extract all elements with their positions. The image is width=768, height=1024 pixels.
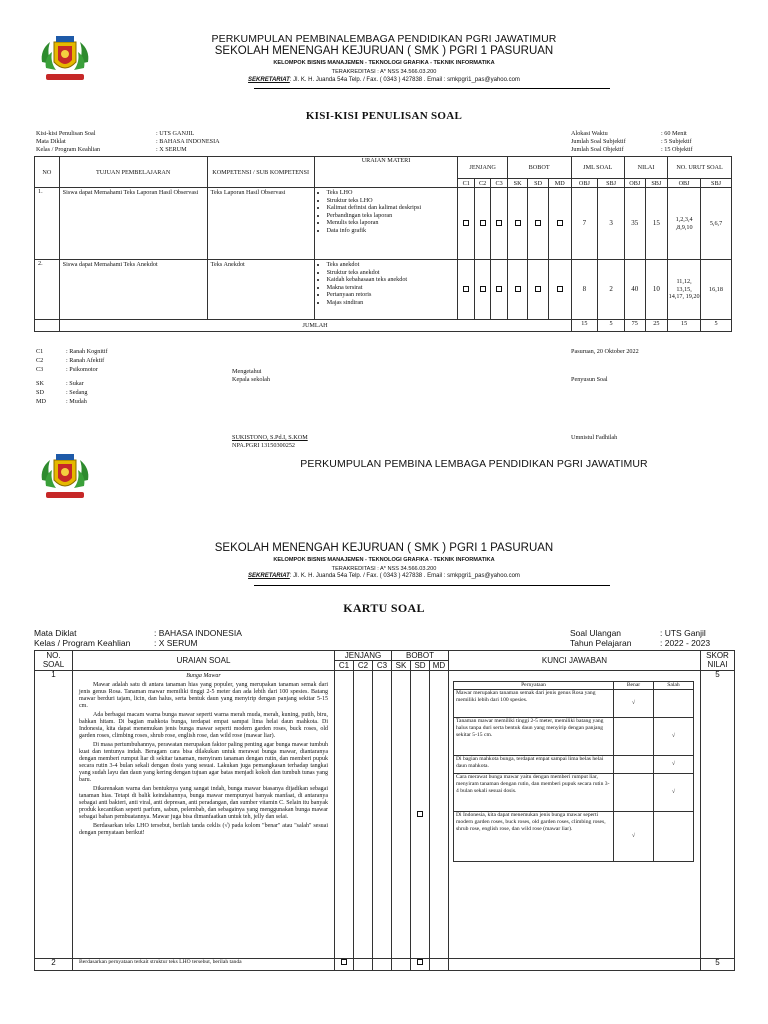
school-name: SEKOLAH MENENGAH KEJURUAN ( SMK ) PGRI 1 PASURUAN — [214, 45, 554, 57]
school-name-2: SEKOLAH MENENGAH KEJURUAN ( SMK ) PGRI 1 PASURUAN — [214, 542, 554, 554]
table-row: 2. Siswa dapat Memahami Teks Anekdot Teks Anekdot • Teks anekdot • Struktur teks anekdot • Kaidah kebahasaan teks anekdot • Makna tersirat • Pertanyaan retoris • Majas sindiran 8 2 40 10 11,12, 13,15, 14,17, 19,20 16,18 — [35, 260, 732, 320]
col-jenjang: JENJANG — [458, 157, 507, 179]
col-jml: JML SOAL — [571, 157, 624, 179]
table-row: 1. Siswa dapat Memahami Teks Laporan Hasil Observasi Teks Laporan Hasil Observasi • Teks LHO • Struktur teks LHO • Kalimat definisi dan kalimat deskripsi • Perbandingan teks laporan • Menulis teks laporan • Data info grafik 7 3 35 15 1,2,3,4 ,8,9,10 5,6,7 — [35, 188, 732, 260]
checkbox[interactable] — [463, 286, 469, 292]
checkbox[interactable] — [480, 220, 486, 226]
penyusun-name: Umnistul Fadhilah — [571, 434, 618, 441]
accreditation: TERAKREDITASI : A* NSS 34.566.03.200 — [331, 69, 437, 75]
header-divider-2 — [254, 585, 610, 586]
checkbox[interactable] — [480, 286, 486, 292]
kepala-sekolah: Kepala sekolah — [232, 376, 270, 383]
kunci-row: Tanaman mawar memiliki tinggi 2-5 meter, memiliki batang yang halus tanpa duri serta bentuk daun yang menyirip dengan panjang sekitar 5-15 cm. √ — [454, 718, 694, 756]
kartu-table: NO. SOAL URAIAN SOAL JENJANG BOBOT KUNCI JAWABAN SKOR NILAI C1 C2 C3 SK SD MD 1 Bunga Mawar Mawar adalah satu di antara tanaman hias yang populer, yang merupakan tanaman semak dari jenis genus Rosa. Tanaman mawar memiliki tinggi 2-5 meter dan ada lebih dari 100 spesies. Batang mawar berduri tajam, licin, dan halus, serta bentuk daun yang menyirip dengan panjang sekitar 5-15 cm. Ada berbagai macam warna bunga mawar seperti warna merah muda, merah, kuning, putih, biru, bahkan hitam. Di bagian mahkota bunga, terdapat empat sampai lima helai daun mahkota. Di Indonesia, kita dapat menemukan jenis bunga mawar seperti modern garden roses, buck roses, old garden roses, climbing roses, shrub rose, english rose, dan wild rose (mawar liar). Di masa pertumbuhannya, perawatan merupakan faktor paling penting agar bunga mawar tumbuh kuat dan tentunya indah. Beragam cara bisa dilakukan untuk merawat bunga mawar, diantaranya dengan memberi rumput liar di sekitar tanaman, menyiram tanaman dengan rutin, dan memberi pupuk secara rutin 3-4 bulan sekali dengan dosis yang sesuai. Lakukan juga pemangkasan terhadap tangkai yang sudah layu dan daun yang kering dengan tujuan agar batas menjadi kokoh dan tumbuh tunas yang baru. Dikarenakan warna dan bentuknya yang sangat indah, bunga mawar biasanya dijadikan sebagai tanaman hias. Tetapi di balik keindahannya, bunga mawar mempunyai banyak manfaat, di antaranya sebagai anti bakteri, anti viral, anti depresan, anti peradangan, dan sumber vitamin C. Selain itu banyak produk kecantikan seperti parfum, sabun, pelembab, dan sebagainya yang menggunakan bunga mawar sebagai bahan pembuatannya. Mawar juga bisa dimanfaatkan untuk teh, jelly dan selai. Berdasarkan teks LHO tersebut, berilah tanda ceklis (√) pada kolom "benar" atau "salah" sesuai dengan pernyataan berikut! Pernyataan Benar Salah Mawar merupakan tanaman semak dari jenis genus Rosa yang memiliki lebih dari 100 spesies. √ Tanaman mawar memiliki tinggi 2-5 meter, memiliki batang yang halus tanpa duri serta bentuk daun yang menyirip dengan panjang sekitar 5-15 cm. √ Di bagian mahkota bunga, terdapat empat sampai lima belas helai daun mahkota. √ Cara merawat bunga mawar yaitu dengan memberi rumput liar, menyiram tanaman dengan rutin, dan memberi pupuk secara rutin 3-4 bulan sekali sesuai dosis. √ Di Indonesia, kita dapat menemukan jenis bunga mawar seperti modern garden roses, buck roses, old garden roses, climbing roses, shrub rose, english rose, dan wild rose (mawar liar). √ 5 2 Berdasarkan pernyataan terkait struktur teks LHO tersebut, berilah tanda 5 — [34, 650, 735, 971]
secretariat-2: SEKRETARIAT: Jl. K. H. Juanda 54a Telp. / Fax. ( 0343 ) 427838 . Email : smkpgri1_pas@yahoo.com — [248, 573, 520, 579]
checkbox[interactable] — [557, 286, 563, 292]
school-group: KELOMPOK BISNIS MANAJEMEN - TEKNOLOGI GRAFIKA - TEKNIK INFORMATIKA — [273, 60, 495, 66]
kisi-title: KISI-KISI PENULISAN SOAL — [305, 110, 463, 122]
checkbox[interactable] — [341, 959, 347, 965]
school-group-2: KELOMPOK BISNIS MANAJEMEN - TEKNOLOGI GRAFIKA - TEKNIK INFORMATIKA — [273, 557, 495, 563]
col-urut: NO. URUT SOAL — [668, 157, 732, 179]
col-kunci: KUNCI JAWABAN — [449, 651, 701, 671]
header-divider — [254, 88, 610, 89]
col-no: NO — [35, 157, 60, 188]
kunci-cell — [449, 671, 701, 959]
checkbox[interactable] — [515, 286, 521, 292]
checkbox[interactable] — [496, 220, 502, 226]
story-text: Bunga Mawar Mawar adalah satu di antara tanaman hias yang populer, yang merupakan tanaman semak dari jenis genus Rosa. Tanaman mawar memiliki tinggi 2-5 meter dan ada lebih dari 100 spesies. Batang mawar berduri tajam, licin, dan halus, serta bentuk daun yang menyirip dengan panjang sekitar 5-15 cm. Ada berbagai macam warna bunga mawar seperti warna merah muda, merah, kuning, putih, biru, bahkan hitam. Di bagian mahkota bunga, terdapat empat sampai lima helai daun mahkota. Di Indonesia, kita dapat menemukan jenis bunga mawar seperti modern garden roses, buck roses, old garden roses, climbing roses, shrub rose, english rose, dan wild rose (mawar liar). Di masa pertumbuhannya, perawatan merupakan faktor paling penting agar bunga mawar tumbuh kuat dan tentunya indah. Beragam cara bisa dilakukan untuk merawat bunga mawar, diantaranya dengan memberi rumput liar di sekitar tanaman, menyiram tanaman dengan rutin, dan memberi pupuk secara rutin 3-4 bulan sekali dengan dosis yang sesuai. Lakukan juga pemangkasan terhadap tangkai yang sudah layu dan daun yang kering dengan tujuan agar batas menjadi kokoh dan tumbuh tunas yang baru. Dikarenakan warna dan bentuknya yang sangat indah, bunga mawar biasanya dijadikan sebagai tanaman hias. Tetapi di balik keindahannya, bunga mawar mempunyai banyak manfaat, di antaranya sebagai anti bakteri, anti viral, anti depresan, anti peradangan, dan sumber vitamin C. Selain itu banyak produk kecantikan seperti parfum, sabun, pelembab, dan sebagainya yang menggunakan bunga mawar sebagai bahan pembuatannya. Mawar juga bisa dimanfaatkan untuk teh, jelly dan selai. Berdasarkan teks LHO tersebut, berilah tanda ceklis (√) pada kolom "benar" atau "salah" sesuai dengan pernyataan berikut! — [73, 671, 335, 959]
kartu-title: KARTU SOAL — [343, 601, 425, 615]
accreditation-2: TERAKREDITASI : A* NSS 34.566.03.200 — [331, 566, 437, 572]
kunci-row: Di bagian mahkota bunga, terdapat empat sampai lima belas helai daun mahkota. √ — [454, 756, 694, 774]
col-jml-sbj: SBJ — [598, 179, 625, 188]
col-tujuan: TUJUAN PEMBELAJARAN — [59, 157, 207, 188]
col-urut-obj: OBJ — [668, 179, 701, 188]
col-no-soal: NO. SOAL — [35, 651, 73, 671]
col-nilai-obj: OBJ — [624, 179, 645, 188]
mengetahui: Mengetahui — [232, 368, 262, 375]
checkbox[interactable] — [496, 286, 502, 292]
col-jenjang: JENJANG — [335, 651, 392, 661]
kunci-row: Cara merawat bunga mawar yaitu dengan memberi rumput liar, menyiram tanaman dengan rutin, dan memberi pupuk secara rutin 3-4 bulan sekali sesuai dosis. √ — [454, 774, 694, 812]
kunci-row: Mawar merupakan tanaman semak dari jenis genus Rosa yang memiliki lebih dari 100 spesies. √ — [454, 690, 694, 718]
col-jml-obj: OBJ — [571, 179, 598, 188]
col-c1: C1 — [458, 179, 474, 188]
col-md: MD — [548, 179, 571, 188]
kepala-npa: NPA.PGRI 13150300252 — [232, 442, 296, 449]
col-uraian-soal: URAIAN SOAL — [73, 651, 335, 671]
kartu-meta-left: Mata Diklat : BAHASA INDONESIA Kelas / Program Keahlian : X SERUM — [34, 628, 242, 648]
org-name-2: PERKUMPULAN PEMBINA LEMBAGA PENDIDIKAN PGRI JAWATIMUR — [300, 458, 648, 470]
checkbox[interactable] — [535, 220, 541, 226]
school-logo — [36, 450, 94, 504]
jumlah-row: JUMLAH 15 5 75 25 15 5 — [35, 320, 732, 332]
kepala-name: SUKISTONO, S.Pd.I, S.KOM — [232, 434, 308, 441]
kisi-meta-left: Kisi-kisi Penulisan Soal : UTS GANJIL Mata Diklat : BAHASA INDONESIA Kelas / Program Keahlian : X SERUM — [36, 130, 220, 153]
legend: C1 : Ranah Kognitif C2 : Ranah Afektif C3 : Psikomotor SK : Sukar SD : Sedang MD : Mudah — [36, 348, 108, 405]
checkbox[interactable] — [417, 811, 423, 817]
checkbox[interactable] — [515, 220, 521, 226]
place-date: Pasuruan, 20 Oktober 2022 — [571, 348, 639, 355]
org-name: PERKUMPULAN PEMBINALEMBAGA PENDIDIKAN PGRI JAWATIMUR — [211, 33, 557, 45]
col-urut-sbj: SBJ — [701, 179, 732, 188]
penyusun: Penyusun Soal — [571, 376, 608, 383]
col-nilai-sbj: SBJ — [645, 179, 668, 188]
kisi-table — [34, 156, 732, 332]
col-skor: SKOR NILAI — [701, 651, 735, 671]
checkbox[interactable] — [417, 959, 423, 965]
col-c2: C2 — [474, 179, 490, 188]
kunci-row: Di Indonesia, kita dapat menemukan jenis bunga mawar seperti modern garden roses, buck roses, old garden roses, climbing roses, shrub rose, english rose, dan wild rose (mawar liar). √ — [454, 812, 694, 862]
col-sd: SD — [528, 179, 549, 188]
materi-list: • Teks LHO • Struktur teks LHO • Kalimat definisi dan kalimat deskripsi • Perbandingan teks laporan • Menulis teks laporan • Data info grafik — [314, 188, 458, 260]
checkbox[interactable] — [535, 286, 541, 292]
checkbox[interactable] — [463, 220, 469, 226]
col-uraian: URAIAN MATERI — [314, 157, 458, 188]
table-row: 2 Berdasarkan pernyataan terkait struktur teks LHO tersebut, berilah tanda 5 — [35, 959, 735, 971]
secretariat: SEKRETARIAT: Jl. K. H. Juanda 54a Telp. / Fax. ( 0343 ) 427838 . Email : smkpgri1_pas@yahoo.com — [248, 77, 520, 83]
col-kompetensi: KOMPETENSI / SUB KOMPETENSI — [207, 157, 314, 188]
col-bobot: BOBOT — [507, 157, 571, 179]
table-row: 1 Bunga Mawar Mawar adalah satu di antara tanaman hias yang populer, yang merupakan tanaman semak dari jenis genus Rosa. Tanaman mawar memiliki tinggi 2-5 meter dan ada lebih dari 100 spesies. Batang mawar berduri tajam, licin, dan halus, serta bentuk daun yang menyirip dengan panjang sekitar 5-15 cm. Ada berbagai macam warna bunga mawar seperti warna merah muda, merah, kuning, putih, biru, bahkan hitam. Di bagian mahkota bunga, terdapat empat sampai lima helai daun mahkota. Di Indonesia, kita dapat menemukan jenis bunga mawar seperti modern garden roses, buck roses, old garden roses, climbing roses, shrub rose, english rose, dan wild rose (mawar liar). Di masa pertumbuhannya, perawatan merupakan faktor paling penting agar bunga mawar tumbuh kuat dan tentunya indah. Beragam cara bisa dilakukan untuk merawat bunga mawar, diantaranya dengan memberi rumput liar di sekitar tanaman, menyiram tanaman dengan rutin, dan memberi pupuk secara rutin 3-4 bulan sekali dengan dosis yang sesuai. Lakukan juga pemangkasan terhadap tangkai yang sudah layu dan daun yang kering dengan tujuan agar batas menjadi kokoh dan tumbuh tunas yang baru. Dikarenakan warna dan bentuknya yang sangat indah, bunga mawar biasanya dijadikan sebagai tanaman hias. Tetapi di balik keindahannya, bunga mawar mempunyai banyak manfaat, di antaranya sebagai anti bakteri, anti viral, anti depresan, anti peradangan, dan sumber vitamin C. Selain itu banyak produk kecantikan seperti parfum, sabun, pelembab, dan sebagainya yang menggunakan bunga mawar sebagai bahan pembuatannya. Mawar juga bisa dimanfaatkan untuk teh, jelly dan selai. Berdasarkan teks LHO tersebut, berilah tanda ceklis (√) pada kolom "benar" atau "salah" sesuai dengan pernyataan berikut! Pernyataan Benar Salah Mawar merupakan tanaman semak dari jenis genus Rosa yang memiliki lebih dari 100 spesies. √ Tanaman mawar memiliki tinggi 2-5 meter, memiliki batang yang halus tanpa duri serta bentuk daun yang menyirip dengan panjang sekitar 5-15 cm. √ Di bagian mahkota bunga, terdapat empat sampai lima belas helai daun mahkota. √ Cara merawat bunga mawar yaitu dengan memberi rumput liar, menyiram tanaman dengan rutin, dan memberi pupuk secara rutin 3-4 bulan sekali sesuai dosis. √ Di Indonesia, kita dapat menemukan jenis bunga mawar seperti modern garden roses, buck roses, old garden roses, climbing roses, shrub rose, english rose, dan wild rose (mawar liar). √ 5 — [35, 671, 735, 959]
col-bobot: BOBOT — [392, 651, 449, 661]
kunci-table: Pernyataan Benar Salah Mawar merupakan tanaman semak dari jenis genus Rosa yang memiliki lebih dari 100 spesies. √ Tanaman mawar memiliki tinggi 2-5 meter, memiliki batang yang halus tanpa duri serta bentuk daun yang menyirip dengan panjang sekitar 5-15 cm. √ Di bagian mahkota bunga, terdapat empat sampai lima belas helai daun mahkota. √ Cara merawat bunga mawar yaitu dengan memberi rumput liar, menyiram tanaman dengan rutin, dan memberi pupuk secara rutin 3-4 bulan sekali sesuai dosis. √ Di Indonesia, kita dapat menemukan jenis bunga mawar seperti modern garden roses, buck roses, old garden roses, climbing roses, shrub rose, english rose, dan wild rose (mawar liar). √ — [453, 681, 694, 862]
materi-list: • Teks anekdot • Struktur teks anekdot • Kaidah kebahasaan teks anekdot • Makna tersirat • Pertanyaan retoris • Majas sindiran — [314, 260, 458, 320]
col-sk: SK — [507, 179, 528, 188]
col-c3: C3 — [491, 179, 507, 188]
checkbox[interactable] — [557, 220, 563, 226]
kartu-meta-right: Soal Ulangan : UTS Ganjil Tahun Pelajaran : 2022 - 2023 — [570, 628, 711, 648]
col-nilai: NILAI — [624, 157, 667, 179]
kisi-meta-right: Alokasi Waktu : 60 Menit Jumlah Soal Subjektif : 5 Subjektif Jumlah Soal Objektif : 15 Objektif — [571, 130, 693, 153]
